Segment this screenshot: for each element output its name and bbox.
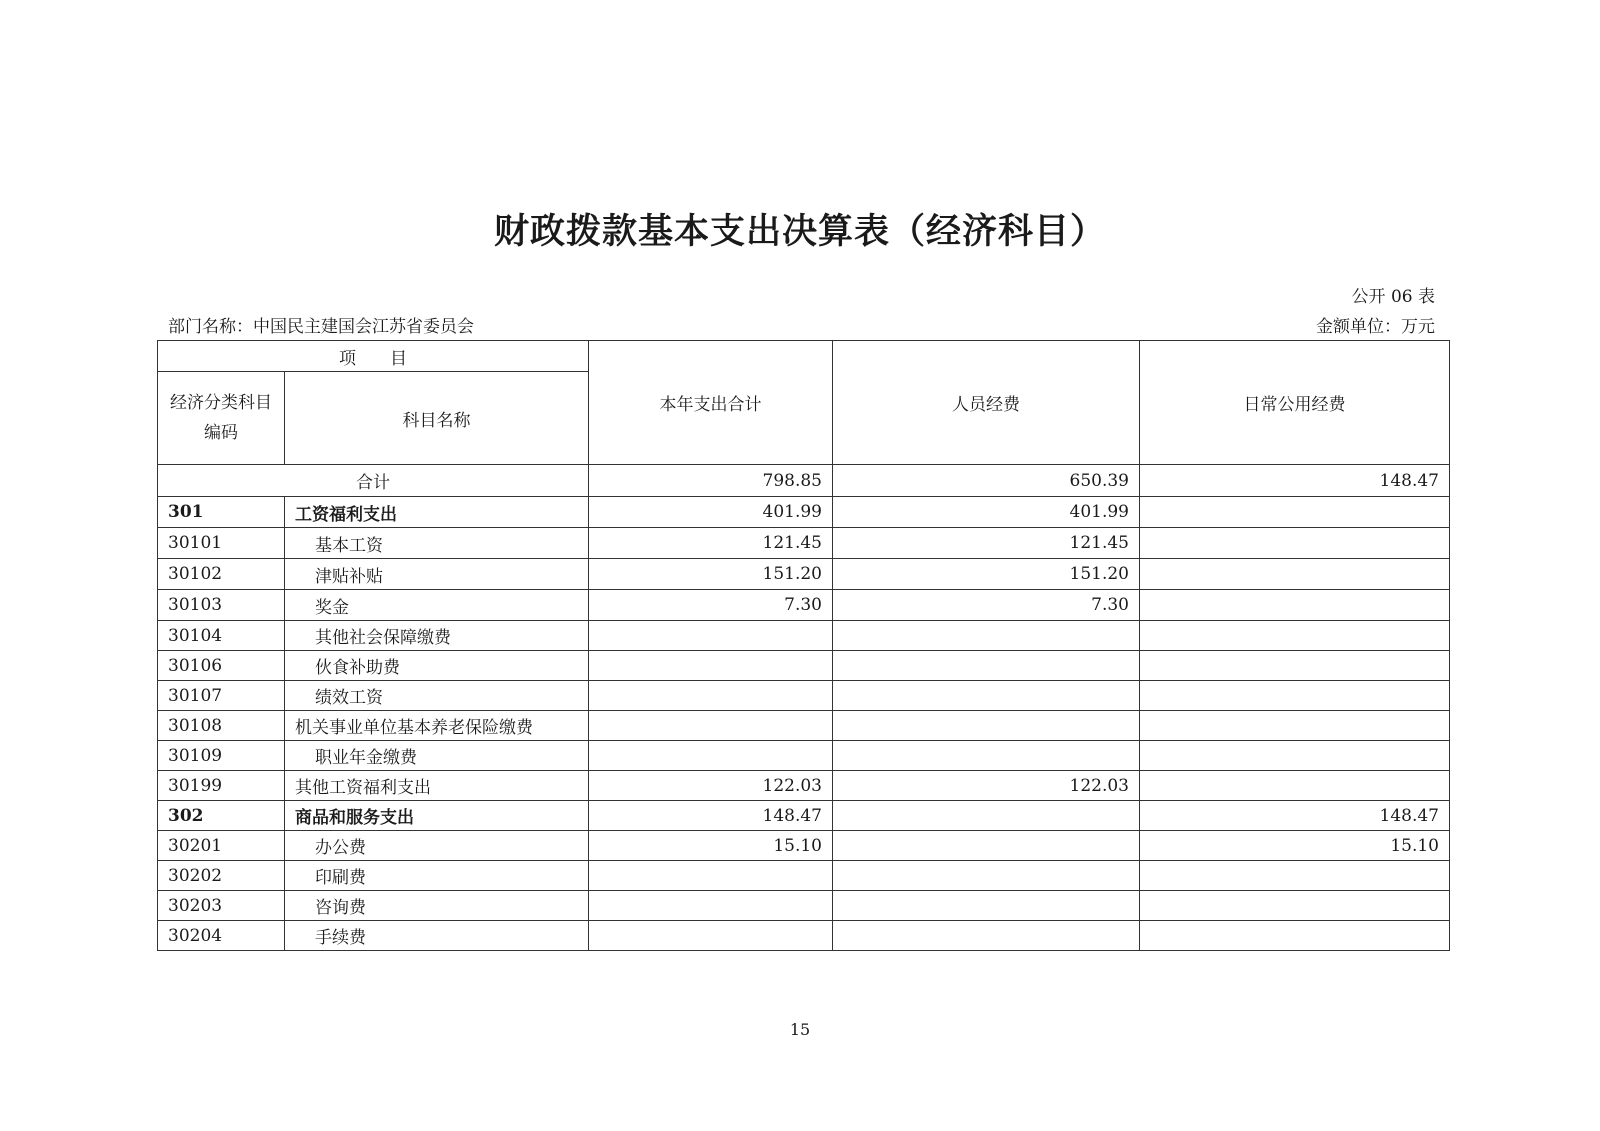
- row-total: 151.20: [589, 559, 833, 590]
- row-public: [1140, 921, 1450, 951]
- total-label: 合计: [158, 465, 589, 497]
- header-total: 本年支出合计: [589, 341, 833, 465]
- row-code: 30102: [158, 559, 285, 590]
- row-personnel: [833, 741, 1140, 771]
- row-code: 30202: [158, 861, 285, 891]
- row-personnel: 121.45: [833, 528, 1140, 559]
- row-code: 30106: [158, 651, 285, 681]
- row-personnel: [833, 651, 1140, 681]
- row-personnel: [833, 801, 1140, 831]
- row-public: [1140, 528, 1450, 559]
- row-total: 7.30: [589, 590, 833, 621]
- row-code: 30204: [158, 921, 285, 951]
- header-code: [158, 372, 285, 465]
- row-public: [1140, 559, 1450, 590]
- row-personnel: [833, 861, 1140, 891]
- page-title: 财政拨款基本支出决算表（经济科目）: [493, 211, 1106, 252]
- row-code: 30108: [158, 711, 285, 741]
- row-name: 基本工资: [285, 528, 589, 559]
- row-code: 30199: [158, 771, 285, 801]
- row-name: 手续费: [285, 921, 589, 951]
- table-row: [158, 497, 1450, 528]
- table-row: [158, 741, 1450, 771]
- row-code: 30107: [158, 681, 285, 711]
- row-name: 职业年金缴费: [285, 741, 589, 771]
- row-total: 148.47: [589, 801, 833, 831]
- table-row: [158, 831, 1450, 861]
- row-total: 122.03: [589, 771, 833, 801]
- row-personnel: [833, 621, 1140, 651]
- row-name: 奖金: [285, 590, 589, 621]
- row-public: [1140, 590, 1450, 621]
- row-public: [1140, 861, 1450, 891]
- row-personnel: [833, 891, 1140, 921]
- row-total: [589, 681, 833, 711]
- total-public: 148.47: [1140, 465, 1450, 497]
- row-name: 其他工资福利支出: [285, 771, 589, 801]
- row-total: [589, 891, 833, 921]
- row-total: 401.99: [589, 497, 833, 528]
- row-total: [589, 921, 833, 951]
- table-row: [158, 621, 1450, 651]
- row-personnel: [833, 681, 1140, 711]
- row-total: [589, 861, 833, 891]
- row-name: 伙食补助费: [285, 651, 589, 681]
- row-public: [1140, 651, 1450, 681]
- row-personnel: 151.20: [833, 559, 1140, 590]
- row-public: [1140, 891, 1450, 921]
- expenditure-table: [157, 340, 1450, 951]
- row-name: 机关事业单位基本养老保险缴费: [285, 711, 589, 741]
- row-name: 其他社会保障缴费: [285, 621, 589, 651]
- row-code: 301: [158, 497, 285, 528]
- row-personnel: 401.99: [833, 497, 1140, 528]
- table-row: [158, 528, 1450, 559]
- amount-unit: 金额单位：万元: [1316, 317, 1435, 337]
- total-total: 798.85: [589, 465, 833, 497]
- row-code: 30109: [158, 741, 285, 771]
- table-row: [158, 801, 1450, 831]
- row-name: 绩效工资: [285, 681, 589, 711]
- table-row: [158, 921, 1450, 951]
- header-name: 科目名称: [285, 372, 589, 465]
- header-code-text: 经济分类科目编码: [170, 393, 272, 443]
- row-total: [589, 651, 833, 681]
- table-row: [158, 590, 1450, 621]
- row-code: 30103: [158, 590, 285, 621]
- table-row: [158, 891, 1450, 921]
- header-project: 项 目: [158, 341, 589, 372]
- row-personnel: [833, 921, 1140, 951]
- row-name: 商品和服务支出: [285, 801, 589, 831]
- total-personnel: 650.39: [833, 465, 1140, 497]
- row-personnel: 122.03: [833, 771, 1140, 801]
- table-row: [158, 771, 1450, 801]
- row-personnel: 7.30: [833, 590, 1140, 621]
- header-personnel: 人员经费: [833, 341, 1140, 465]
- row-total: 15.10: [589, 831, 833, 861]
- table-row: [158, 559, 1450, 590]
- row-total: [589, 741, 833, 771]
- total-row: [158, 465, 1450, 497]
- form-number: 公开 06 表: [1351, 287, 1435, 307]
- row-code: 30104: [158, 621, 285, 651]
- row-total: [589, 711, 833, 741]
- table-row: [158, 681, 1450, 711]
- row-personnel: [833, 711, 1140, 741]
- row-public: [1140, 741, 1450, 771]
- row-public: [1140, 711, 1450, 741]
- row-total: 121.45: [589, 528, 833, 559]
- row-code: 30203: [158, 891, 285, 921]
- header-row: [158, 341, 1450, 372]
- table-row: [158, 711, 1450, 741]
- page-number: 15: [789, 1020, 811, 1039]
- row-personnel: [833, 831, 1140, 861]
- table-row: [158, 861, 1450, 891]
- row-name: 工资福利支出: [285, 497, 589, 528]
- row-name: 咨询费: [285, 891, 589, 921]
- row-code: 302: [158, 801, 285, 831]
- row-code: 30101: [158, 528, 285, 559]
- row-public: [1140, 681, 1450, 711]
- row-public: 15.10: [1140, 831, 1450, 861]
- table-row: [158, 651, 1450, 681]
- header-public: 日常公用经费: [1140, 341, 1450, 465]
- row-public: [1140, 771, 1450, 801]
- row-public: [1140, 497, 1450, 528]
- row-total: [589, 621, 833, 651]
- row-public: 148.47: [1140, 801, 1450, 831]
- row-name: 津贴补贴: [285, 559, 589, 590]
- row-name: 印刷费: [285, 861, 589, 891]
- row-name: 办公费: [285, 831, 589, 861]
- department-name: 部门名称：中国民主建国会江苏省委员会: [168, 317, 474, 337]
- row-code: 30201: [158, 831, 285, 861]
- row-public: [1140, 621, 1450, 651]
